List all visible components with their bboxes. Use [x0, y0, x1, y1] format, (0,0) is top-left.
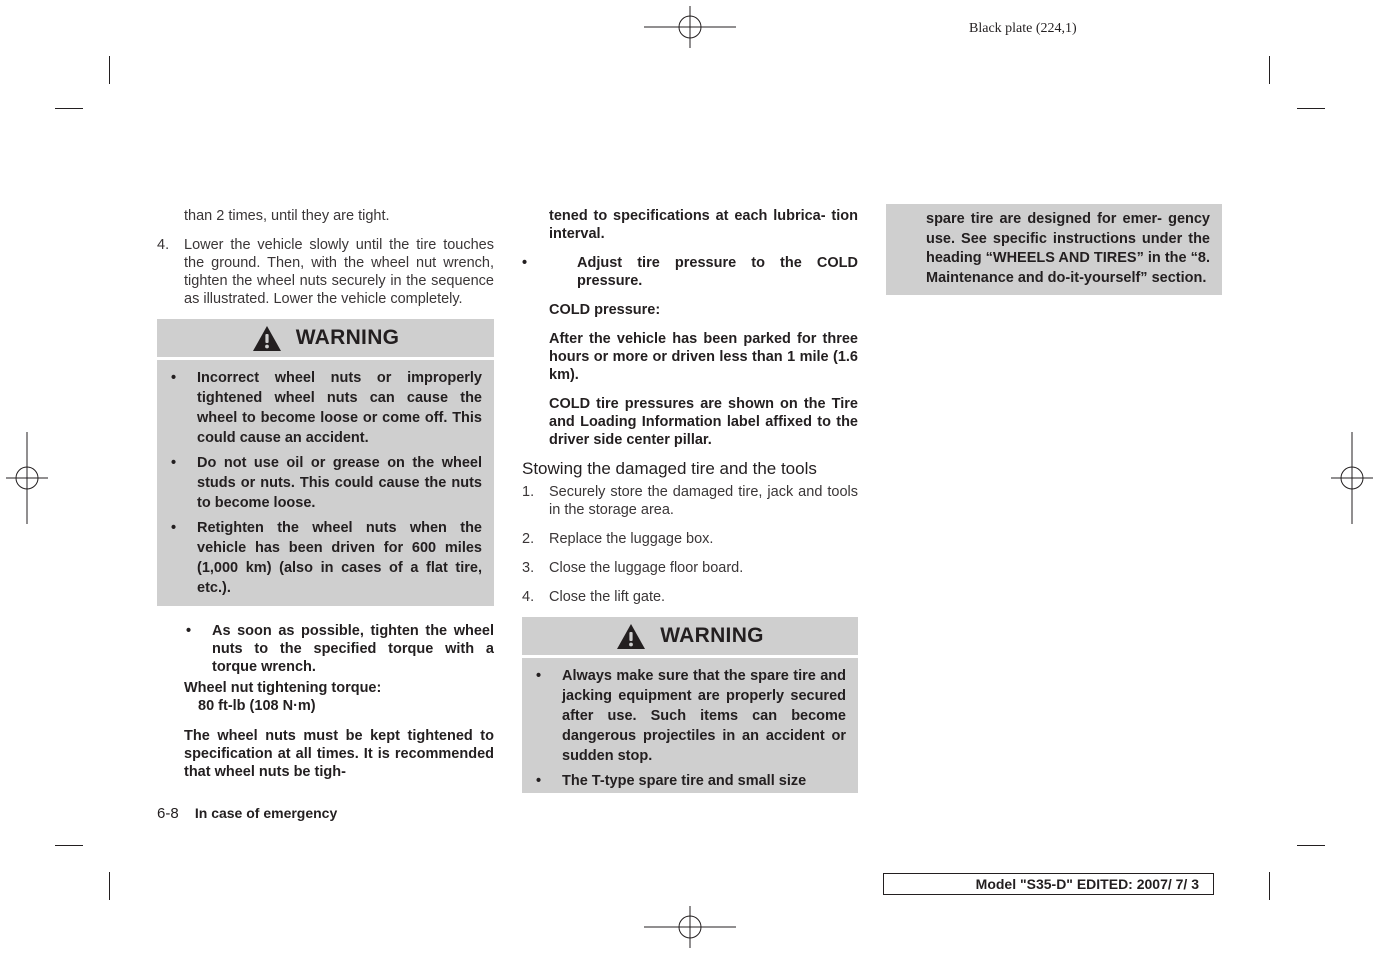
stow-step [522, 588, 858, 606]
kept-tightened-text: The wheel nuts must be kept tightened to specification at all times. It is recommended that wheel nuts be tigh- [184, 728, 494, 780]
warning-bullet-text: Always make sure that the spare tire and jacking equipment are properly secured after use. Such items can become dangerous projectiles in an accident or sudden stop. [562, 668, 846, 764]
warning-bullet [169, 518, 482, 598]
column-3 [886, 204, 1222, 295]
step-4 [157, 236, 494, 308]
crop-mark [109, 872, 110, 900]
stow-step [522, 483, 858, 519]
step-number: 1. [522, 484, 535, 500]
tighten-block [157, 622, 494, 781]
tighten-text: As soon as possible, tighten the wheel nuts to the specified torque with a torque wrench. [212, 623, 494, 675]
warning-triangle-icon [252, 325, 282, 352]
step-text: Replace the luggage box. [549, 531, 714, 547]
stow-step [522, 559, 858, 577]
section-title: Stowing the damaged tire and the tools [522, 459, 817, 478]
step-number: 2. [522, 531, 535, 547]
step-number: 3. [522, 560, 535, 576]
bullet-icon: • [536, 773, 542, 789]
step-text: Lower the vehicle slowly until the tire touches the ground. Then, with the wheel nut wrench, tighten the wheel nuts securely in the sequence as illustrated. Lower the vehicle completely. [184, 237, 494, 307]
warning-bullet [169, 453, 482, 513]
bullet-icon: • [536, 668, 542, 684]
bullet-icon: • [171, 520, 177, 536]
step-number: 4. [522, 589, 535, 605]
warning-bullet [534, 666, 846, 766]
plate-label: Black plate (224,1) [969, 21, 1077, 36]
bullet-icon: • [171, 370, 177, 386]
column-2 [522, 207, 858, 793]
adjust-text: Adjust tire pressure to the COLD pressure. [577, 255, 858, 289]
warning-bullet [169, 368, 482, 448]
col2-upper [522, 207, 858, 449]
step-text: Securely store the damaged tire, jack and tools in the storage area. [549, 484, 858, 518]
warning-header [157, 319, 494, 357]
torque-value: 80 ft-lb (108 N·m) [198, 698, 316, 714]
section-name: In case of emergency [194, 805, 338, 821]
cold-paragraph-1: After the vehicle has been parked for three hours or more or driven less than 1 mile (1.6 km). [549, 331, 858, 383]
warning-bullet-text: Retighten the wheel nuts when the vehicle has been driven for 600 miles (1,000 km) (also in cases of a flat tire, etc.). [197, 520, 482, 596]
warning-bullet-text: The T-type spare tire and small size [562, 773, 807, 789]
warning-bullet [534, 771, 846, 791]
warning-header [522, 617, 858, 655]
torque-label: Wheel nut tightening torque: [184, 680, 382, 696]
warning-title: WARNING [660, 624, 764, 647]
crop-mark [109, 56, 110, 84]
column-1 [157, 207, 494, 781]
bullet-icon: • [171, 455, 177, 471]
adjust-bullet [522, 254, 858, 290]
crop-mark [55, 845, 83, 846]
continuation-text: than 2 times, until they are tight. [184, 208, 390, 224]
registration-mark-top [644, 6, 736, 48]
cold-paragraph-2: COLD tire pressures are shown on the Tire and Loading Information label affixed to the driver side center pillar. [549, 396, 858, 448]
warning-continuation: spare tire are designed for emer- gency use. See specific instructions under the heading “WHEELS AND TIRES” in the “8. Maintenance and do-it-yourself” section. [886, 204, 1222, 295]
warning-bullet-text: Incorrect wheel nuts or improperly tightened wheel nuts can cause the wheel to become loose or come off. This could cause an accident. [197, 370, 482, 446]
crop-mark [1269, 56, 1270, 84]
stow-step [522, 530, 858, 548]
crop-mark [55, 108, 83, 109]
step-number: 4. [157, 237, 170, 253]
registration-mark-bottom [644, 906, 736, 948]
model-edited-box: Model "S35-D" EDITED: 2007/ 7/ 3 [883, 873, 1214, 895]
warning-body [522, 658, 858, 793]
crop-mark [1269, 872, 1270, 900]
registration-mark-right [1331, 432, 1373, 524]
bullet-icon: • [186, 623, 192, 639]
bullet-icon: • [522, 255, 528, 271]
page-number: 6-8 [157, 805, 179, 822]
crop-mark [1297, 108, 1325, 109]
crop-mark [1297, 845, 1325, 846]
continuation-text: tened to specifications at each lubrica- tion interval. [549, 208, 858, 242]
page-footer [157, 805, 337, 822]
step-text: Close the luggage floor board. [549, 560, 744, 576]
warning-bullet-text: Do not use oil or grease on the wheel studs or nuts. This could cause the nuts to become loose. [197, 455, 482, 511]
tighten-bullet [184, 622, 494, 676]
registration-mark-left [6, 432, 48, 524]
step-text: Close the lift gate. [549, 589, 666, 605]
warning-triangle-icon [616, 623, 646, 650]
cold-pressure-label: COLD pressure: [549, 302, 661, 318]
warning-body [157, 360, 494, 606]
warning-title: WARNING [295, 326, 400, 349]
